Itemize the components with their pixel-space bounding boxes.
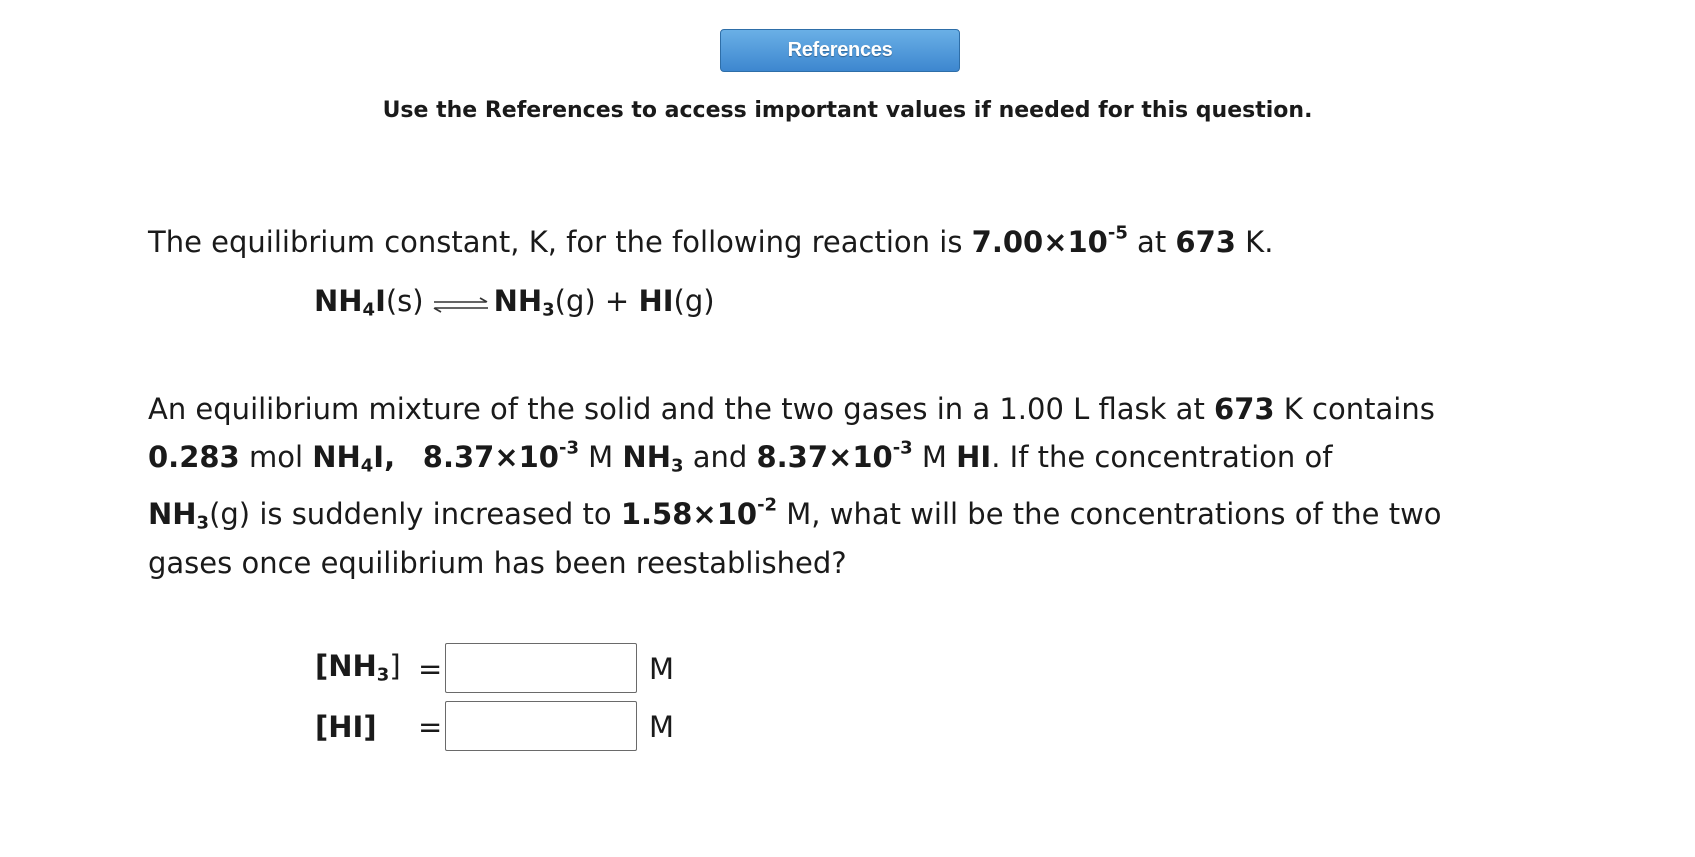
references-note: Use the References to access important values if needed for this question. xyxy=(382,98,1313,123)
k-statement: The equilibrium constant, K, for the following reaction is $7.00\times 10^{-5}$ at 673 K. xyxy=(148,222,1274,259)
references-button[interactable]: References xyxy=(720,29,960,72)
hi-equals-sign: = xyxy=(418,710,443,744)
hi-concentration-input[interactable] xyxy=(445,701,637,751)
nh3-unit-label: M xyxy=(649,652,675,686)
nh3-concentration-label: $[NH_3]$ xyxy=(315,649,401,686)
paragraph-line-1: An equilibrium mixture of the solid and the two gases in a 1.00 L flask at 673 K contains xyxy=(148,392,1435,426)
k-temperature: 673 xyxy=(1175,225,1236,259)
paragraph-line-4: gases once equilibrium has been reestablished? xyxy=(148,546,847,580)
nh3-concentration-input[interactable] xyxy=(445,643,637,693)
reaction-equation: $NH_4I(s) NH_3(g) + HI(g)$ xyxy=(314,284,715,321)
paragraph-line-3: $NH_3(g)$ is suddenly increased to $1.58\times 10^{-2}$ M, what will be the concentrations of the two xyxy=(148,494,1442,534)
k-intro-text: The equilibrium constant, K, for the following reaction is xyxy=(148,225,972,259)
nh3-equals-sign: = xyxy=(418,652,443,686)
k-value: $7.00\times 10^{-5}$ xyxy=(971,222,1128,259)
hi-unit-label: M xyxy=(649,710,675,744)
paragraph-line-2: 0.283 mol $NH_4I$, $8.37\times 10^{-3}$ M $NH_3$ and $8.37\times 10^{-3}$ M HI. If the concentration of xyxy=(148,437,1333,477)
reactant-formula: $NH_4I$ xyxy=(314,284,386,321)
equilibrium-arrow-icon xyxy=(430,289,492,318)
hi-concentration-label: [HI] xyxy=(315,710,377,744)
product-hi-formula: HI xyxy=(638,284,674,318)
product-nh3-formula: $NH_3$ xyxy=(493,284,555,321)
